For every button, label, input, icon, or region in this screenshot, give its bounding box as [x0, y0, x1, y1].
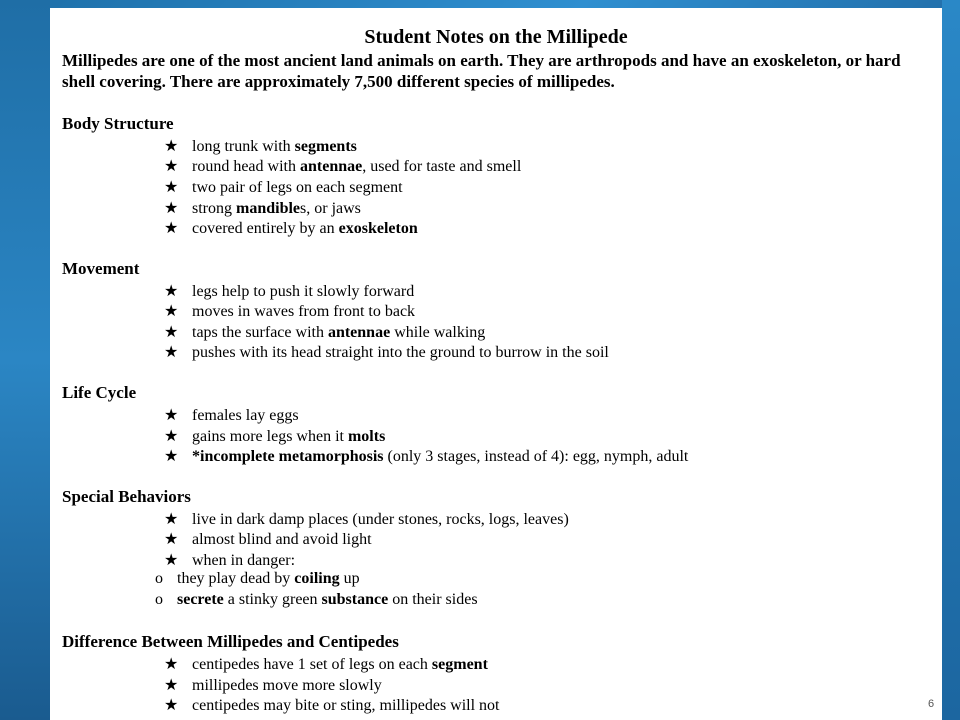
section-title-life-cycle: Life Cycle [62, 383, 137, 402]
star-icon: ★ [164, 428, 179, 445]
bullet-item: ★ covered entirely by an exoskeleton [164, 220, 418, 237]
star-icon: ★ [164, 303, 179, 320]
bullet-item: ★ moves in waves from front to back [164, 303, 416, 320]
bullet-item: ★ strong mandibles, or jaws [164, 200, 361, 217]
star-icon: ★ [164, 677, 179, 694]
bullet-item: ★ centipedes may bite or sting, millipedes will not [164, 697, 500, 714]
section-title-body-structure: Body Structure [62, 114, 174, 133]
section-title-difference: Difference Between Millipedes and Centipedes [62, 632, 399, 651]
star-icon: ★ [164, 324, 179, 341]
bullet-item: ★ females lay eggs [164, 407, 299, 424]
star-icon: ★ [164, 344, 179, 361]
document-page [50, 8, 942, 720]
left-decor-bar [0, 0, 50, 720]
slide-number: 6 [928, 698, 935, 710]
star-icon: ★ [164, 407, 179, 424]
star-icon: ★ [164, 220, 179, 237]
section-title-movement: Movement [62, 259, 140, 278]
bullet-item: ★ gains more legs when it molts [164, 428, 386, 445]
right-decor-bar [942, 0, 960, 720]
star-icon: ★ [164, 511, 179, 528]
star-icon: ★ [164, 656, 179, 673]
bullet-item: ★ *incomplete metamorphosis (only 3 stages, instead of 4): egg, nymph, adult [164, 448, 689, 465]
intro-paragraph: Millipedes are one of the most ancient land animals on earth. They are arthropods and have an exoskeleton, or hard shell covering. There are approximately 7,500 different species of millipedes. [62, 51, 901, 91]
bullet-item: ★ round head with antennae, used for taste and smell [164, 158, 522, 175]
star-icon: ★ [164, 158, 179, 175]
star-icon: ★ [164, 531, 179, 548]
bullet-item: ★ millipedes move more slowly [164, 677, 382, 694]
star-icon: ★ [164, 697, 179, 714]
star-icon: ★ [164, 283, 179, 300]
bullet-item: ★ when in danger: [164, 552, 296, 569]
bullet-item: ★ pushes with its head straight into the ground to burrow in the soil [164, 344, 609, 361]
bullet-item: ★ centipedes have 1 set of legs on each segment [164, 656, 488, 673]
sub-bullet-item: o they play dead by coiling up [155, 570, 360, 587]
section-title-special-behaviors: Special Behaviors [62, 487, 191, 506]
bullet-item: ★ legs help to push it slowly forward [164, 283, 415, 300]
bullet-item: ★ almost blind and avoid light [164, 531, 372, 548]
star-icon: ★ [164, 448, 179, 465]
page-title: Student Notes on the Millipede [364, 26, 628, 48]
bullet-item: ★ long trunk with segments [164, 138, 357, 155]
circle-bullet-icon: o [155, 591, 163, 608]
star-icon: ★ [164, 179, 179, 196]
sub-bullet-item: o secrete a stinky green substance on their sides [155, 591, 478, 608]
star-icon: ★ [164, 138, 179, 155]
star-icon: ★ [164, 552, 179, 569]
star-icon: ★ [164, 200, 179, 217]
circle-bullet-icon: o [155, 570, 163, 587]
bullet-item: ★ live in dark damp places (under stones, rocks, logs, leaves) [164, 511, 569, 528]
bullet-item: ★ taps the surface with antennae while walking [164, 324, 486, 341]
bullet-item: ★ two pair of legs on each segment [164, 179, 403, 196]
